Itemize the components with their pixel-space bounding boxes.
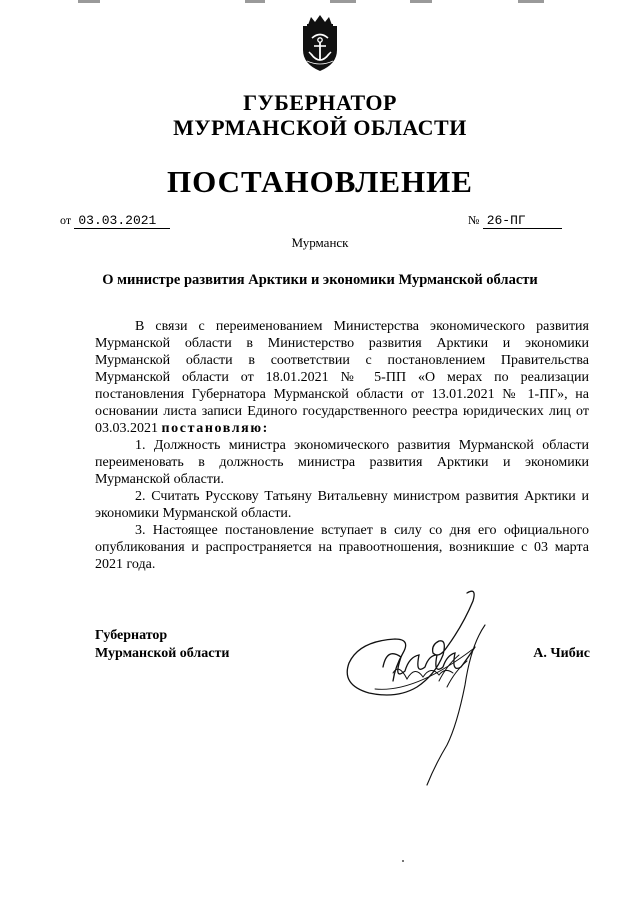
document-type-heading: ПОСТАНОВЛЕНИЕ [167,164,473,199]
authority-title-line-1: ГУБЕРНАТОР [243,90,397,115]
signer-name: А. Чибис [533,646,590,661]
signer-title [95,627,229,663]
document-subject: О министре развития Арктики и экономики Мурманской области [102,272,538,288]
document-number [468,212,562,229]
date-value: 03.03.2021 [74,213,170,229]
decree-item-3: 3. Настоящее постановление вступает в силу со дня его официального опубликования и распространяется на правоотношения, возникшие с 03 марта 2021 года. [95,523,589,572]
decree-word: постановляю: [161,421,269,436]
decree-item-1: 1. Должность министра экономического развития Мурманской области переименовать в должность министра развития Арктики и экономики Мурманской области. [95,438,589,487]
handwritten-signature [335,585,495,795]
city-name: Мурманск [291,235,349,250]
scan-edge-mark [78,0,100,3]
number-value: 26-ПГ [483,213,562,229]
number-prefix: № [468,213,480,227]
decree-item-2: 2. Считать Русскову Татьяну Витальевну министром развития Арктики и экономики Мурманской области. [95,489,589,521]
murmansk-coat-of-arms-icon [299,14,341,72]
preamble-text: В связи с переименованием Министерства экономического развития Мурманской области в Министерство развития Арктики и экономики Мурманской области в соответствии с постановлением Правительства Мурманской области от 18.01.2021 № 5-ПП «О мерах по реализации постановления Губернатора Мурманской области от 13.01.2021 № 1-ПГ», на основании листа записи Единого государственного реестра юридических лиц от 03.03.2021 [95,319,589,436]
signer-title-line-1: Губернатор [95,628,168,643]
authority-title-line-2: МУРМАНСКОЙ ОБЛАСТИ [173,115,467,140]
scan-edge-mark [330,0,356,3]
document-body [95,318,589,573]
scan-edge-mark [245,0,265,3]
scan-edge-mark [518,0,544,3]
scan-edge-mark [410,0,432,3]
preamble-paragraph [95,318,589,437]
signer-title-line-2: Мурманской области [95,646,230,661]
document-date [60,212,170,229]
scan-speck [402,860,404,862]
date-prefix: от [60,213,72,227]
